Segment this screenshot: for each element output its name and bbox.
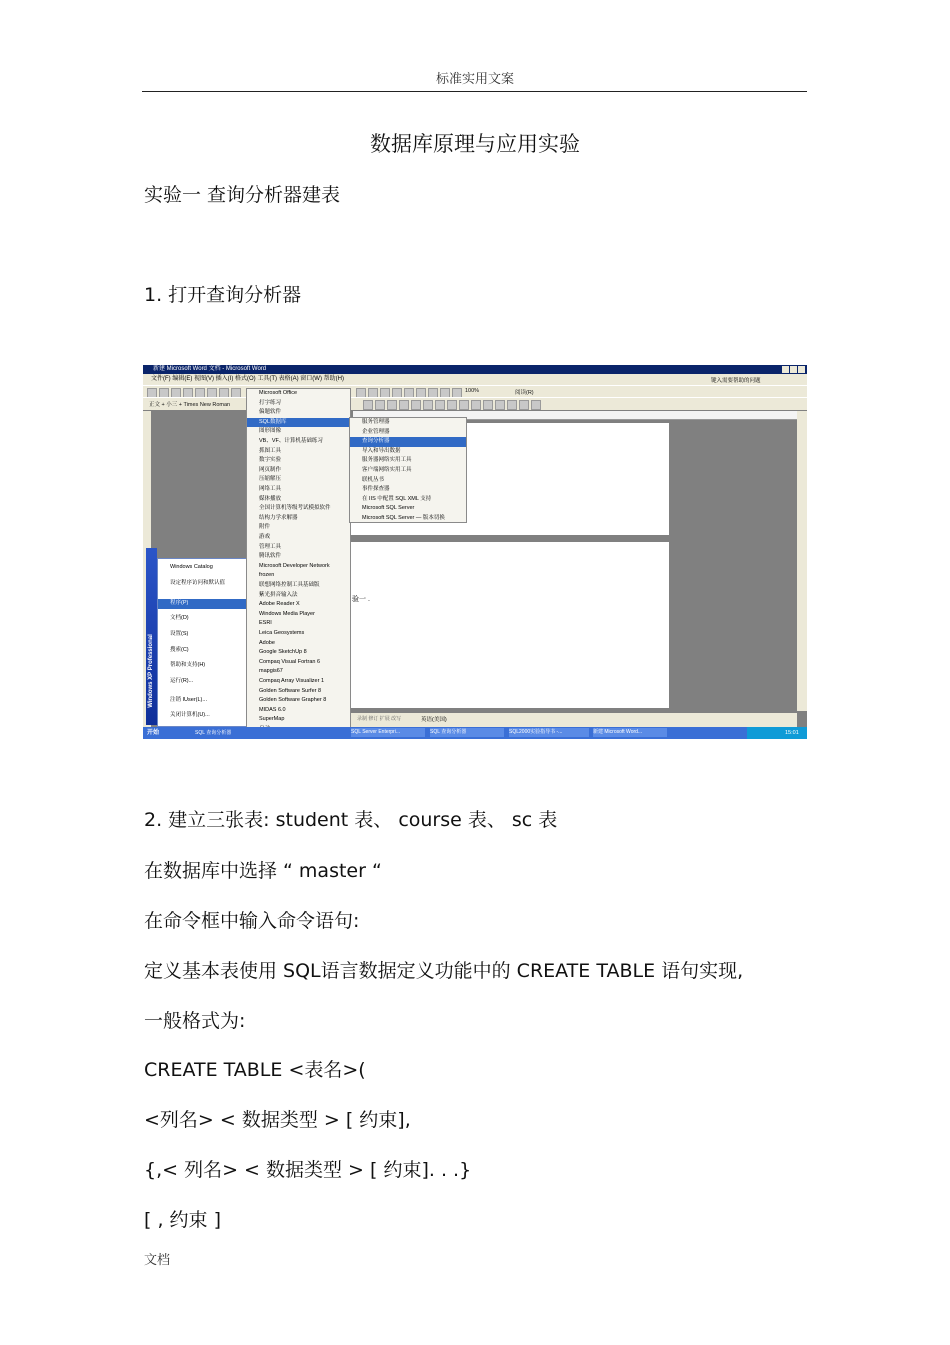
programs-menu-item: 紫光拼音输入法 (259, 591, 298, 598)
programs-menu-item: MIDAS 6.0 (259, 706, 286, 713)
programs-menu-item: 管理工具 (259, 543, 282, 550)
paragraph-format: 一般格式为: (144, 1010, 246, 1032)
document-title: 数据库原理与应用实验 (370, 132, 580, 156)
window-controls (781, 366, 805, 373)
taskbar (143, 727, 807, 739)
zoom-value: 100% (465, 388, 480, 394)
start-item-catalog: Windows Catalog (170, 564, 213, 570)
vertical-scrollbar (797, 411, 807, 711)
window-title-bar: 新建 Microsoft Word 文档 - Microsoft Word (143, 365, 807, 374)
programs-menu-item: 图形图像 (259, 428, 282, 435)
sql-server-submenu (349, 417, 467, 523)
sql-submenu-item: 查询分析器 (350, 437, 466, 447)
programs-menu-item: 腾讯软件 (259, 553, 282, 560)
start-button: 开始 (147, 730, 160, 736)
programs-menu-item: 联想网络控制工具基础版 (259, 582, 320, 588)
syntax-line-2: <列名> < 数据类型 > [ 约束], (144, 1109, 411, 1131)
start-item-help: 帮助和支持(H) (170, 662, 206, 668)
sql-submenu-item: 客户端网络实用工具 (362, 467, 412, 473)
page-header: 标准实用文案 (435, 72, 514, 87)
programs-menu-item: 网络工具 (259, 486, 282, 492)
programs-menu-item: VB、VF、计算机基础练习 (259, 438, 323, 444)
programs-menu-item: Compaq Visual Fortran 6 (259, 658, 321, 665)
taskbar-clock: 15:01 (785, 730, 799, 736)
taskbar-item: 新建 Microsoft Word... (593, 728, 667, 737)
sql-submenu-item: 导入和导出数据 (362, 447, 401, 454)
step-1-heading: 1. 打开查询分析器 (144, 284, 302, 306)
document-page-2 (349, 542, 669, 708)
header-rule (142, 91, 807, 92)
programs-menu-item: SQL数据库 (247, 418, 350, 428)
xp-brand-label: Windows XP Professional (148, 634, 154, 708)
start-menu-left (157, 558, 247, 727)
start-item-search: 搜索(C) (170, 647, 189, 653)
taskbar-item: SQL2000实验指导书 -... (509, 728, 589, 737)
programs-menu-item: ESRI (259, 620, 272, 627)
paragraph-select-db: 在数据库中选择 “ master “ (144, 860, 382, 882)
programs-menu (246, 388, 351, 738)
programs-menu-item: 附件 (259, 524, 271, 531)
sql-submenu-item: Microsoft SQL Server — 版本切换 (362, 515, 445, 521)
taskbar-item: SQL 查询分析器 (430, 728, 504, 737)
programs-menu-item: mapgis67 (259, 668, 283, 675)
programs-menu-item: Adobe (259, 639, 275, 646)
programs-menu-item: Compaq Array Visualizer 1 (259, 678, 325, 684)
start-item-programs: 程序(P) (158, 599, 246, 609)
programs-menu-item: Leica Geosystems (259, 630, 305, 636)
sql-submenu-item: 联机丛书 (362, 476, 385, 483)
programs-menu-item: 全国计算机等级考试模拟软件 (259, 505, 331, 512)
menu-bar: 文件(F) 编辑(E) 视图(V) 插入(I) 格式(O) 工具(T) 表格(A) 窗口(W) 帮助(H) (143, 374, 807, 385)
read-button-label: 阅读(R) (515, 390, 534, 396)
programs-menu-item: Golden Software Grapher 8 (259, 697, 327, 704)
syntax-line-3: {,< 列名> < 数据类型 > [ 约束]. . .} (144, 1159, 472, 1181)
programs-menu-item: 打字练习 (259, 399, 282, 406)
programs-menu-item: 偏题软件 (259, 409, 282, 416)
step-2-heading: 2. 建立三张表: student 表、 course 表、 sc 表 (144, 809, 558, 831)
start-item-documents: 文档(D) (170, 615, 189, 621)
taskbar-item: SQL Server Enterpri... (351, 728, 425, 737)
programs-menu-item: Adobe Reader X (259, 601, 300, 608)
programs-menu-item: 网页制作 (259, 466, 282, 473)
programs-menu-item: 媒体播放 (259, 495, 282, 502)
syntax-line-4: [ , 约束 ] (144, 1209, 221, 1231)
sql-submenu-item: 企业管理器 (362, 428, 390, 435)
start-item-settings: 设置(S) (170, 631, 189, 637)
start-item-defaults: 设定程序访问和默认值 (170, 580, 226, 586)
sql-submenu-item: 事件探查器 (362, 486, 390, 493)
sql-submenu-item: 服务管理器 (362, 419, 390, 425)
help-search-box: 键入需要帮助的问题 (711, 378, 761, 384)
start-item-logoff: 注销 IUser(L)... (170, 697, 207, 703)
font-style-box: 正文 + 小三 + Times New Roman (149, 402, 231, 408)
language-indicator: 英语(美国) (421, 717, 447, 723)
formatting-toolbar (143, 397, 807, 410)
taskbar-item: SQL 查询分析器 (195, 730, 232, 736)
programs-menu-item: 数字实验 (259, 457, 282, 464)
sql-submenu-item: 服务器网络实用工具 (362, 457, 412, 464)
programs-menu-item: frozen (259, 572, 275, 579)
programs-menu-item: 游戏 (259, 534, 271, 540)
syntax-line-1: CREATE TABLE <表名>( (144, 1059, 366, 1081)
screenshot-image (143, 365, 807, 739)
status-bar (349, 713, 797, 727)
programs-menu-item: Google SketchUp 8 (259, 649, 307, 656)
sql-submenu-item: Microsoft SQL Server (362, 505, 415, 512)
programs-menu-item: 结构力学求解器 (259, 514, 298, 521)
programs-menu-item: Golden Software Surfer 8 (259, 687, 322, 694)
experiment-heading: 实验一 查询分析器建表 (144, 184, 341, 206)
sql-submenu-item: 在 IIS 中配置 SQL XML 支持 (362, 495, 432, 502)
programs-menu-item: Microsoft Office (259, 390, 298, 396)
page-footer: 文档 (144, 1253, 171, 1268)
doc-text: 验一 . (352, 596, 370, 603)
programs-menu-item: Windows Media Player (259, 610, 315, 617)
paragraph-command: 在命令框中输入命令语句: (144, 910, 360, 932)
paragraph-define-table: 定义基本表使用 SQL语言数据定义功能中的 CREATE TABLE 语句实现, (144, 960, 744, 982)
xp-brand-strip (146, 548, 157, 725)
start-item-run: 运行(R)... (170, 678, 194, 684)
programs-menu-item: Microsoft Developer Network (259, 562, 330, 569)
programs-menu-item: 压缩解压 (259, 476, 282, 483)
start-item-shutdown: 关闭计算机(U)... (170, 712, 210, 718)
status-indicators: 录制 修订 扩展 改写 (357, 716, 402, 722)
programs-menu-item: SuperMap (259, 716, 285, 723)
programs-menu-item: 抓图工具 (259, 447, 282, 454)
